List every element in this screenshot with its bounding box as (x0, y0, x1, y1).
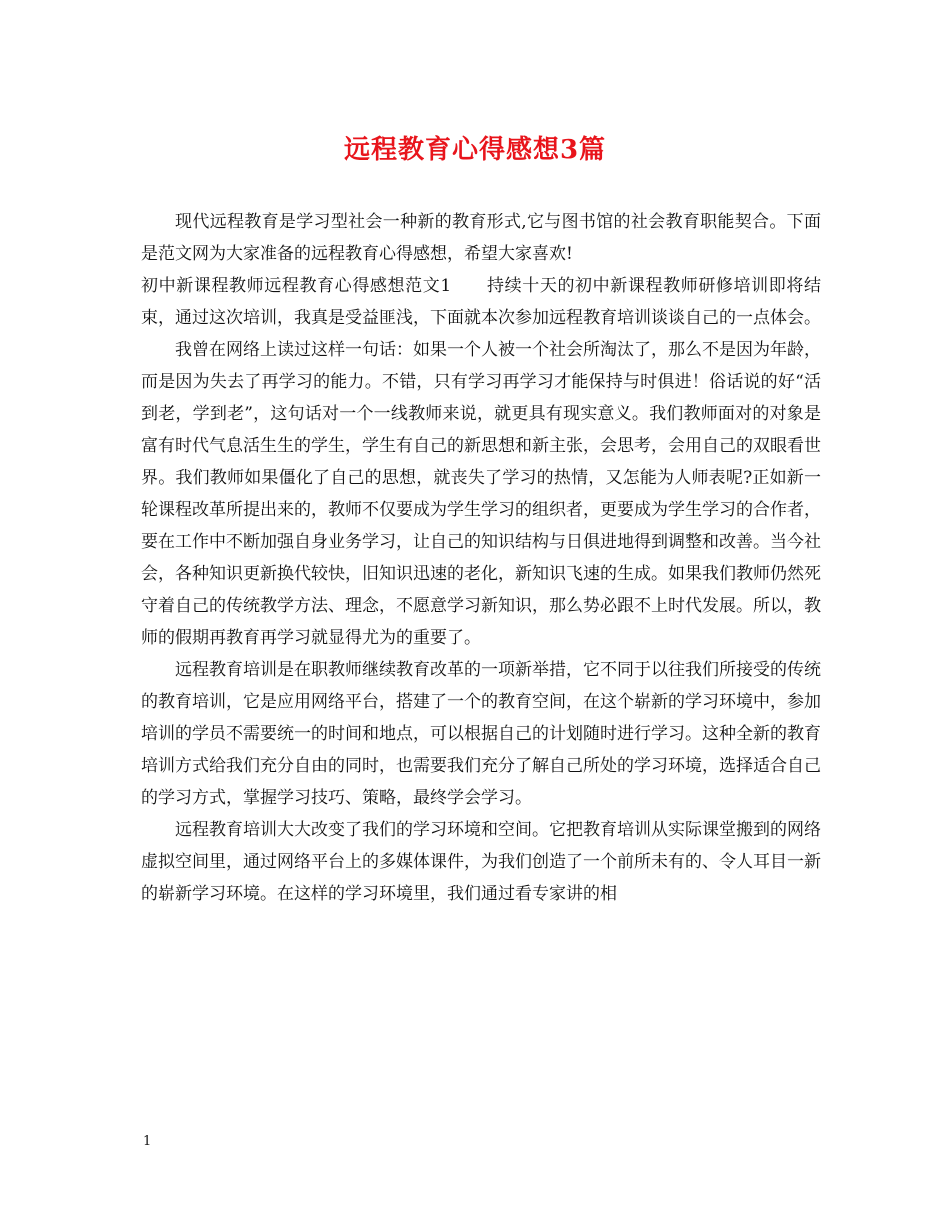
paragraph-learning-environment: 远程教育培训大大改变了我们的学习环境和空间。它把教育培训从实际课堂搬到的网络虚拟空间里，通过网络平台上的多媒体课件，为我们创造了一个前所未有的、令人耳目一新的崭新学习环境。在这样的学习环境里，我们通过看专家讲的相 (141, 820, 821, 904)
paragraph-sample-heading: 初中新课程教师远程教育心得感想范文1 持续十天的初中新课程教师研修培训即将结束，通过这次培训，我真是受益匪浅，下面就本次参加远程教育培训谈谈自己的一点体会。 (141, 276, 821, 328)
document-title: 远程教育心得感想3篇 (343, 135, 607, 165)
document-body (141, 206, 821, 910)
paragraph-training-reform: 远程教育培训是在职教师继续教育改革的一项新举措，它不同于以往我们所接受的传统的教育培训，它是应用网络平台，搭建了一个的教育空间，在这个崭新的学习环境中，参加培训的学员不需要统一的时间和地点，可以根据自己的计划随时进行学习。这种全新的教育培训方式给我们充分自由的同时，也需要我们充分了解自己所处的学习环境，选择适合自己的学习方式，掌握学习技巧、策略，最终学会学习。 (141, 660, 821, 808)
paragraph-lifelong-learning: 我曾在网络上读过这样一句话：如果一个人被一个社会所淘汰了，那么不是因为年龄，而是因为失去了再学习的能力。不错，只有学习再学习才能保持与时俱进！俗话说的好“活到老，学到老”，这句话对一个一线教师来说，就更具有现实意义。我们教师面对的对象是富有时代气息活生生的学生，学生有自己的新思想和新主张，会思考，会用自己的双眼看世界。我们教师如果僵化了自己的思想，就丧失了学习的热情，又怎能为人师表呢?正如新一轮课程改革所提出来的，教师不仅要成为学生学习的组织者，更要成为学生学习的合作者，要在工作中不断加强自身业务学习，让自己的知识结构与日俱进地得到调整和改善。当今社会，各种知识更新换代较快，旧知识迅速的老化，新知识飞速的生成。如果我们教师仍然死守着自己的传统教学方法、理念，不愿意学习新知识，那么势必跟不上时代发展。所以，教师的假期再教育再学习就显得尤为的重要了。 (141, 340, 821, 648)
page-number: 1 (143, 1134, 152, 1149)
paragraph-intro: 现代远程教育是学习型社会一种新的教育形式,它与图书馆的社会教育职能契合。下面是范文网为大家准备的远程教育心得感想，希望大家喜欢! (141, 212, 821, 264)
